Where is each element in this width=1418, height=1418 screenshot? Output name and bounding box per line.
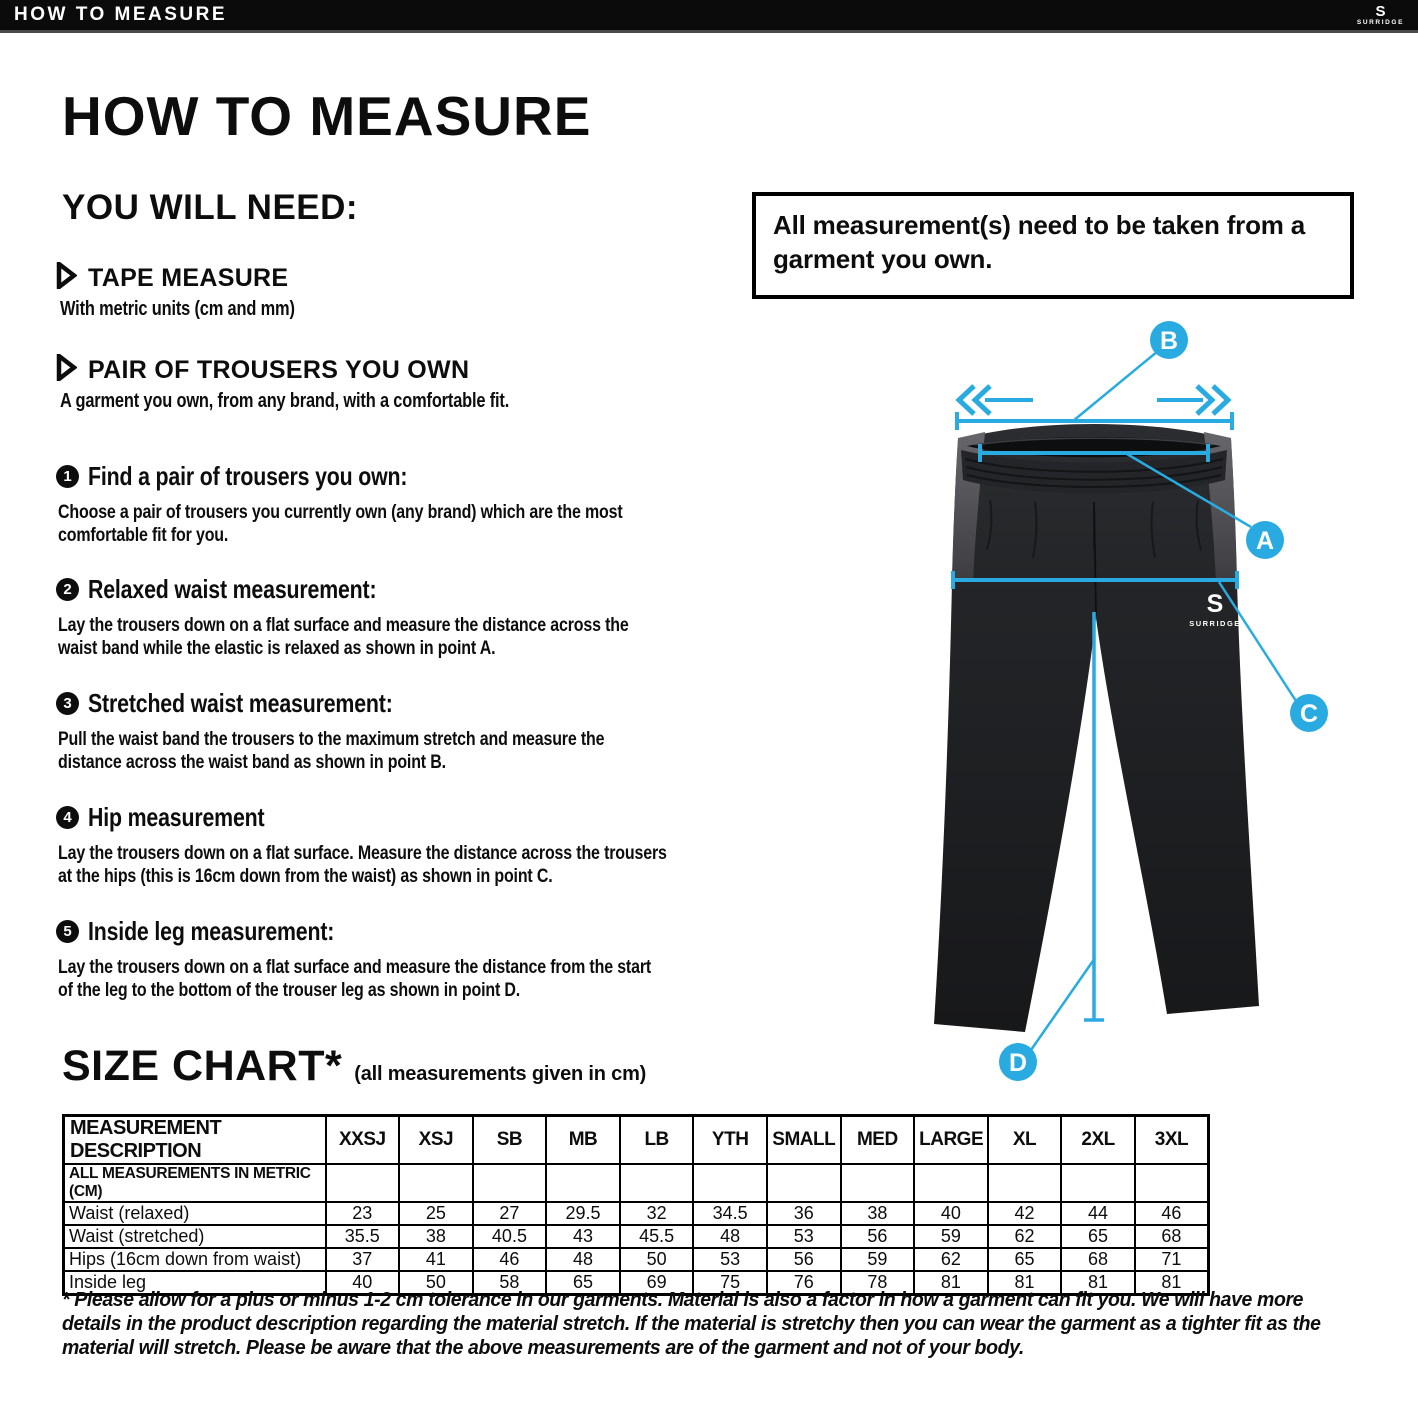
surridge-logo: [1357, 4, 1404, 27]
size-chart-subtitle: (all measurements given in cm): [354, 1063, 647, 1085]
step-1: [56, 461, 856, 547]
size-value: 81: [1135, 1271, 1209, 1295]
step-2: [56, 574, 856, 660]
column-header: YTH: [693, 1116, 767, 1165]
column-header: SMALL: [767, 1116, 841, 1165]
trousers-illustration: [934, 424, 1259, 1032]
column-header: XSJ: [399, 1116, 473, 1165]
need-item-title: TAPE MEASURE: [88, 263, 289, 292]
step-body: Lay the trousers down on a flat surface and measure the distance from the start of the leg to the bottom of the trouser leg as shown in point D.: [58, 956, 652, 1001]
size-value: 59: [914, 1225, 988, 1248]
tolerance-footnote: * Please allow for a plus or minus 1-2 cm tolerance in our garments. Material is also a factor in how a garment can fit you. We will have more details in the product description regarding the material stretch. If the material is stretchy then you can wear the garment as a tighter fit as the material will stretch. Please be aware that the above measurements are of the garment and not of your body.: [62, 1288, 1321, 1359]
size-value: 45.5: [620, 1225, 694, 1248]
step-number-badge: 2: [56, 578, 79, 601]
column-header: XL: [988, 1116, 1062, 1165]
size-value: 38: [399, 1225, 473, 1248]
size-value: 46: [473, 1248, 547, 1271]
step-3: [56, 688, 856, 774]
size-chart-table: [62, 1114, 1210, 1296]
column-header: XXSJ: [326, 1116, 400, 1165]
size-value: 53: [693, 1248, 767, 1271]
svg-text:C: C: [1299, 700, 1319, 728]
size-value: 69: [620, 1271, 694, 1295]
column-header: MED: [841, 1116, 915, 1165]
size-value: 68: [1061, 1248, 1135, 1271]
row-label: Waist (stretched): [64, 1225, 326, 1248]
size-value: 38: [841, 1202, 915, 1225]
size-value: 34.5: [693, 1202, 767, 1225]
size-value: 27: [473, 1202, 547, 1225]
size-value: 32: [620, 1202, 694, 1225]
size-value: 25: [399, 1202, 473, 1225]
step-4: [56, 802, 856, 888]
svg-text:D: D: [1008, 1049, 1028, 1077]
step-number-badge: 4: [56, 806, 79, 829]
step-title: Inside leg measurement:: [88, 916, 335, 946]
need-item-desc: With metric units (cm and mm): [60, 298, 295, 320]
size-value: 23: [326, 1202, 400, 1225]
surridge-s-icon: S: [1375, 3, 1386, 21]
size-value: 35.5: [326, 1225, 400, 1248]
size-value: 58: [473, 1271, 547, 1295]
surridge-logo-text: SURRIDGE: [1356, 19, 1404, 27]
svg-text:S: S: [1206, 590, 1224, 618]
notice-text: All measurement(s) need to be taken from a garment you own.: [773, 210, 1305, 274]
triangle-bullet-icon: [56, 354, 77, 386]
step-body: Pull the waist band the trousers to the maximum stretch and measure the distance across the waist band as shown in point B.: [58, 728, 605, 773]
size-value: 75: [693, 1271, 767, 1295]
size-value: 40: [326, 1271, 400, 1295]
triangle-bullet-icon: [56, 262, 77, 294]
row-label: Waist (relaxed): [64, 1202, 326, 1225]
size-value: 50: [620, 1248, 694, 1271]
svg-text:SURRIDGE: SURRIDGE: [1189, 619, 1241, 628]
size-value: 76: [767, 1271, 841, 1295]
table-row: [64, 1248, 1209, 1271]
size-value: 48: [546, 1248, 620, 1271]
size-value: 48: [693, 1225, 767, 1248]
size-value: 62: [914, 1248, 988, 1271]
column-header: MB: [546, 1116, 620, 1165]
size-value: 56: [841, 1225, 915, 1248]
step-title: Find a pair of trousers you own:: [88, 461, 408, 491]
size-value: 56: [767, 1248, 841, 1271]
notice-box: [752, 192, 1354, 299]
size-value: 71: [1135, 1248, 1209, 1271]
size-value: 36: [767, 1202, 841, 1225]
size-value: 40: [914, 1202, 988, 1225]
step-title: Relaxed waist measurement:: [88, 574, 377, 604]
size-value: 44: [1061, 1202, 1135, 1225]
column-header: LB: [620, 1116, 694, 1165]
column-header: LARGE: [914, 1116, 988, 1165]
you-will-need-heading: YOU WILL NEED:: [62, 188, 359, 227]
size-value: 43: [546, 1225, 620, 1248]
step-title: Hip measurement: [88, 802, 265, 832]
size-value: 65: [988, 1248, 1062, 1271]
column-header: 3XL: [1135, 1116, 1209, 1165]
svg-text:B: B: [1159, 327, 1179, 355]
size-value: 81: [914, 1271, 988, 1295]
size-value: 65: [1061, 1225, 1135, 1248]
note-cell: ALL MEASUREMENTS IN METRIC (CM): [64, 1164, 326, 1202]
top-bar-title: HOW TO MEASURE: [14, 4, 228, 25]
table-header-row: [64, 1116, 1209, 1165]
step-title: Stretched waist measurement:: [88, 688, 393, 718]
size-value: 41: [399, 1248, 473, 1271]
size-value: 81: [1061, 1271, 1135, 1295]
size-value: 42: [988, 1202, 1062, 1225]
top-bar: [0, 0, 1418, 33]
step-number-badge: 5: [56, 920, 79, 943]
table-row: [64, 1225, 1209, 1248]
size-value: 65: [546, 1271, 620, 1295]
row-label: Inside leg: [64, 1271, 326, 1295]
step-body: Lay the trousers down on a flat surface and measure the distance across the waist band while the elastic is relaxed as shown in point A.: [58, 614, 629, 659]
size-value: 40.5: [473, 1225, 547, 1248]
need-item-trousers: [56, 354, 816, 413]
size-value: 78: [841, 1271, 915, 1295]
step-body: Lay the trousers down on a flat surface. Measure the distance across the trousers at the hips (this is 16cm down from the waist) as shown in point C.: [58, 842, 667, 887]
size-value: 46: [1135, 1202, 1209, 1225]
trouser-measurement-diagram: [895, 320, 1370, 1090]
column-header: 2XL: [1061, 1116, 1135, 1165]
size-chart-title: SIZE CHART*: [62, 1042, 343, 1090]
size-value: 62: [988, 1225, 1062, 1248]
table-row: [64, 1202, 1209, 1225]
need-item-title: PAIR OF TROUSERS YOU OWN: [88, 355, 470, 384]
size-value: 68: [1135, 1225, 1209, 1248]
size-value: 59: [841, 1248, 915, 1271]
need-item-tape-measure: [56, 262, 816, 321]
need-item-desc: A garment you own, from any brand, with a comfortable fit.: [60, 390, 510, 412]
table-note-row: [64, 1164, 1209, 1202]
step-body: Choose a pair of trousers you currently own (any brand) which are the most comfortable fit for you.: [58, 501, 623, 546]
page-title: HOW TO MEASURE: [62, 85, 592, 147]
size-value: 37: [326, 1248, 400, 1271]
step-number-badge: 3: [56, 692, 79, 715]
row-label: Hips (16cm down from waist): [64, 1248, 326, 1271]
step-5: [56, 916, 856, 1002]
svg-text:A: A: [1255, 527, 1275, 555]
column-header: MEASUREMENT DESCRIPTION: [64, 1116, 326, 1165]
size-value: 29.5: [546, 1202, 620, 1225]
step-number-badge: 1: [56, 465, 79, 488]
size-chart-heading: [62, 1042, 646, 1091]
size-value: 53: [767, 1225, 841, 1248]
column-header: SB: [473, 1116, 547, 1165]
size-value: 50: [399, 1271, 473, 1295]
size-value: 81: [988, 1271, 1062, 1295]
